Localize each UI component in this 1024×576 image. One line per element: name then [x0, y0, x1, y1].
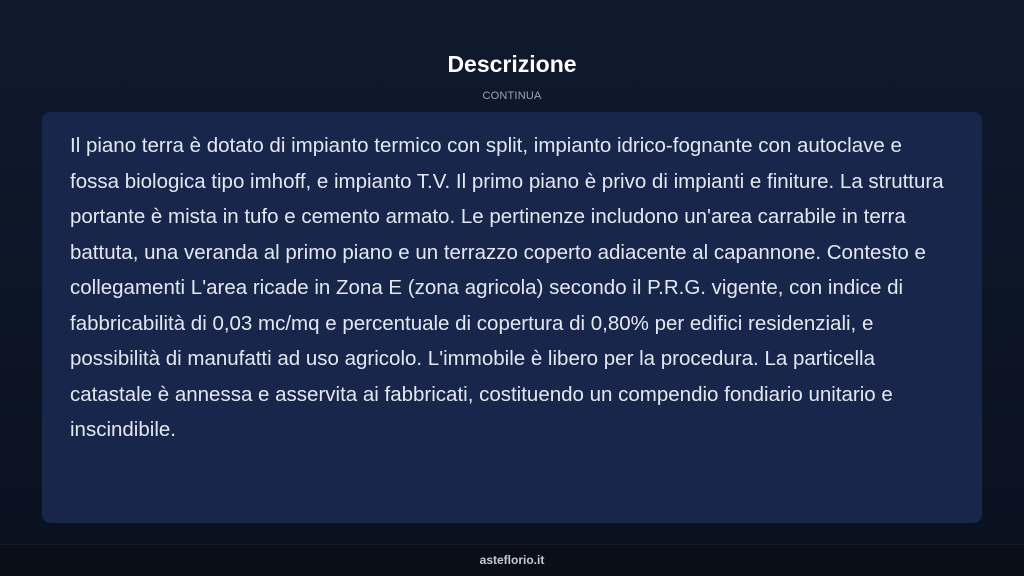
- footer-bar: [0, 544, 1024, 576]
- description-text: Il piano terra è dotato di impianto termico con split, impianto idrico-fognante con autoclave e fossa biologica tipo imhoff, e impianto T.V. Il primo piano è privo di impianti e finiture. La struttura portante è mista in tufo e cemento armato. Le pertinenze includono un'area carrabile in terra battuta, una veranda al primo piano e un terrazzo coperto adiacente al capannone. Contesto e collegamenti L'area ricade in Zona E (zona agricola) secondo il P.R.G. vigente, con indice di fabbricabilità di 0,03 mc/mq e percentuale di copertura di 0,80% per edifici residenziali, e possibilità di manufatti ad uso agricolo. L'immobile è libero per la procedura. La particella catastale è annessa e asservita ai fabbricati, costituendo un compendio fondiario unitario e inscindibile.: [70, 134, 944, 441]
- continue-label: CONTINUA: [482, 90, 542, 102]
- page-title: Descrizione: [447, 51, 577, 77]
- description-card: [42, 112, 982, 523]
- footer-site-link[interactable]: asteflorio.it: [479, 553, 545, 567]
